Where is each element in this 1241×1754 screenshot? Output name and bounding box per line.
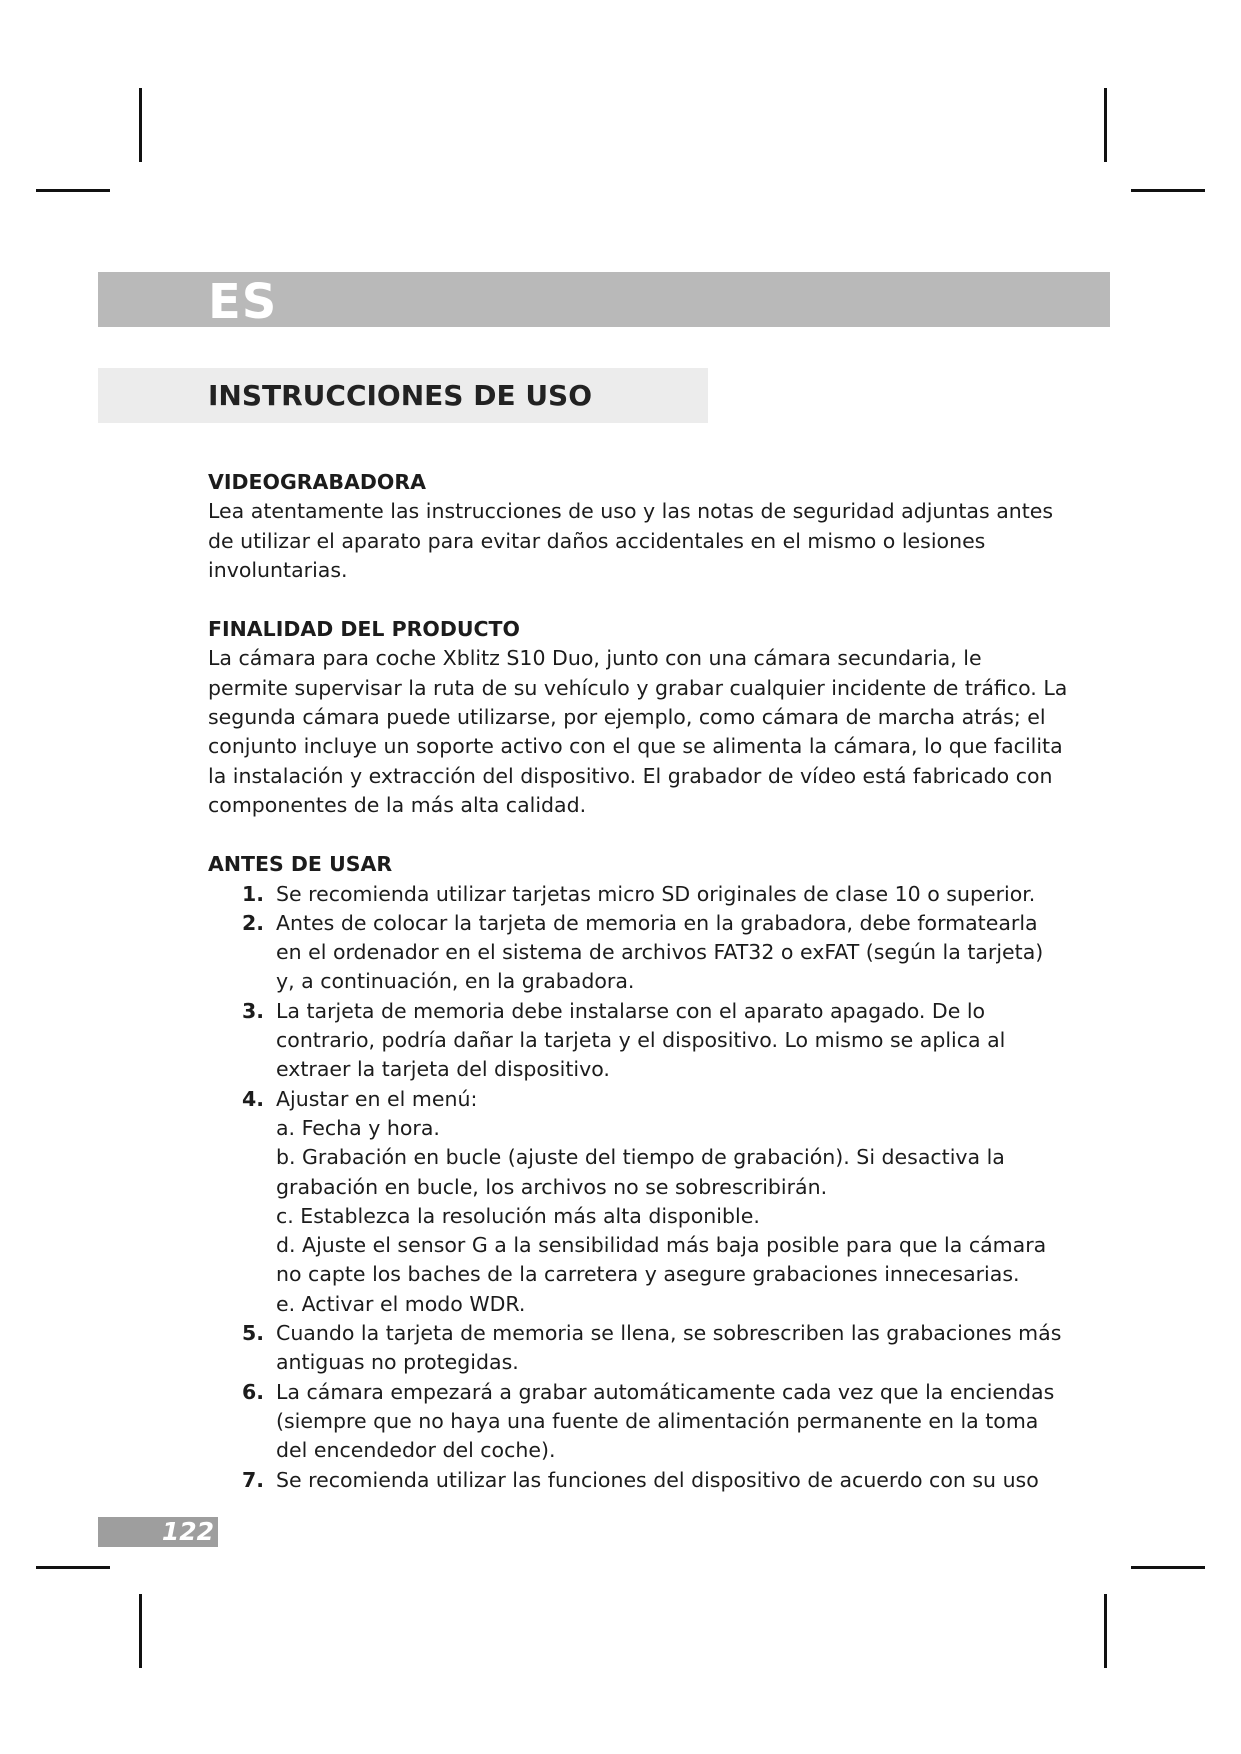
item-number: 4. — [242, 1086, 265, 1111]
document-body — [208, 468, 1068, 1525]
sub-item: c. Establezca la resolución más alta disponible. — [276, 1203, 760, 1228]
sub-item: e. Activar el modo WDR. — [276, 1291, 526, 1316]
item-number: 6. — [242, 1379, 265, 1404]
item-text: Ajustar en el menú: — [276, 1086, 478, 1111]
item-text: Cuando la tarjeta de memoria se llena, se sobrescriben las grabaciones más antiguas no protegidas. — [276, 1321, 1062, 1375]
steps-list — [208, 880, 1068, 1495]
page-title-bar — [98, 368, 708, 423]
list-item — [208, 1378, 1068, 1466]
language-code: ES — [208, 274, 278, 330]
item-number: 5. — [242, 1321, 265, 1346]
list-item — [208, 880, 1068, 909]
item-text: Antes de colocar la tarjeta de memoria en la grabadora, debe formatearla en el ordenador en el sistema de archivos FAT32 o exFAT (según la tarjeta) y, a continuación, en la grabadora. — [276, 910, 1044, 994]
crop-mark-bottom-left-horizontal — [36, 1566, 110, 1569]
item-number: 3. — [242, 998, 265, 1023]
section-antes-de-usar — [208, 850, 1068, 1495]
section-videograbadora — [208, 468, 1068, 585]
sub-item: b. Grabación en bucle (ajuste del tiempo de grabación). Si desactiva la grabación en bucle, los archivos no se sobrescribirán. — [276, 1145, 1005, 1199]
crop-mark-bottom-left-vertical — [139, 1594, 142, 1668]
item-text: La cámara empezará a grabar automáticamente cada vez que la enciendas (siempre que no haya una fuente de alimentación permanente en la toma del encendedor del coche). — [276, 1379, 1055, 1463]
list-item — [208, 1085, 1068, 1319]
item-text: Se recomienda utilizar tarjetas micro SD originales de clase 10 o superior. — [276, 881, 1036, 906]
item-number: 1. — [242, 881, 265, 906]
item-number: 7. — [242, 1467, 265, 1492]
list-item — [208, 1319, 1068, 1378]
language-bar — [98, 272, 1110, 330]
section-text: La cámara para coche Xblitz S10 Duo, junto con una cámara secundaria, le permite supervisar la ruta de su vehículo y grabar cualquier incidente de tráfico. La segunda cámara puede utilizarse, por ejemplo, como cámara de marcha atrás; el conjunto incluye un soporte activo con el que se alimenta la cámara, lo que facilita la instalación y extracción del dispositivo. El grabador de vídeo está fabricado con componentes de la más alta calidad. — [208, 646, 1068, 817]
section-heading: FINALIDAD DEL PRODUCTO — [208, 617, 520, 642]
list-item — [208, 997, 1068, 1085]
item-text: La tarjeta de memoria debe instalarse con el aparato apagado. De lo contrario, podría dañar la tarjeta y el dispositivo. Lo mismo se aplica al extraer la tarjeta del dispositivo. — [276, 998, 1006, 1082]
list-item — [208, 1466, 1068, 1495]
page-number-badge — [98, 1517, 218, 1547]
crop-mark-bottom-right-vertical — [1104, 1594, 1107, 1668]
page-title: INSTRUCCIONES DE USO — [208, 379, 593, 412]
sub-item: a. Fecha y hora. — [276, 1115, 440, 1140]
page-number: 122 — [161, 1517, 214, 1546]
crop-mark-bottom-right-horizontal — [1131, 1566, 1205, 1569]
crop-mark-top-right-vertical — [1104, 88, 1107, 162]
crop-mark-top-left-vertical — [139, 88, 142, 162]
list-item — [208, 909, 1068, 997]
item-number: 2. — [242, 910, 265, 935]
crop-mark-top-right-horizontal — [1131, 189, 1205, 192]
item-text: Se recomienda utilizar las funciones del dispositivo de acuerdo con su uso — [276, 1467, 1039, 1492]
section-finalidad — [208, 615, 1068, 820]
sub-item: d. Ajuste el sensor G a la sensibilidad más baja posible para que la cámara no capte los baches de la carretera y asegure grabaciones innecesarias. — [276, 1233, 1047, 1287]
section-heading: ANTES DE USAR — [208, 852, 393, 877]
crop-mark-top-left-horizontal — [36, 189, 110, 192]
section-heading: VIDEOGRABADORA — [208, 470, 427, 494]
section-text: Lea atentamente las instrucciones de uso y las notas de seguridad adjuntas antes de utilizar el aparato para evitar daños accidentales en el mismo o lesiones involuntarias. — [208, 499, 1054, 582]
